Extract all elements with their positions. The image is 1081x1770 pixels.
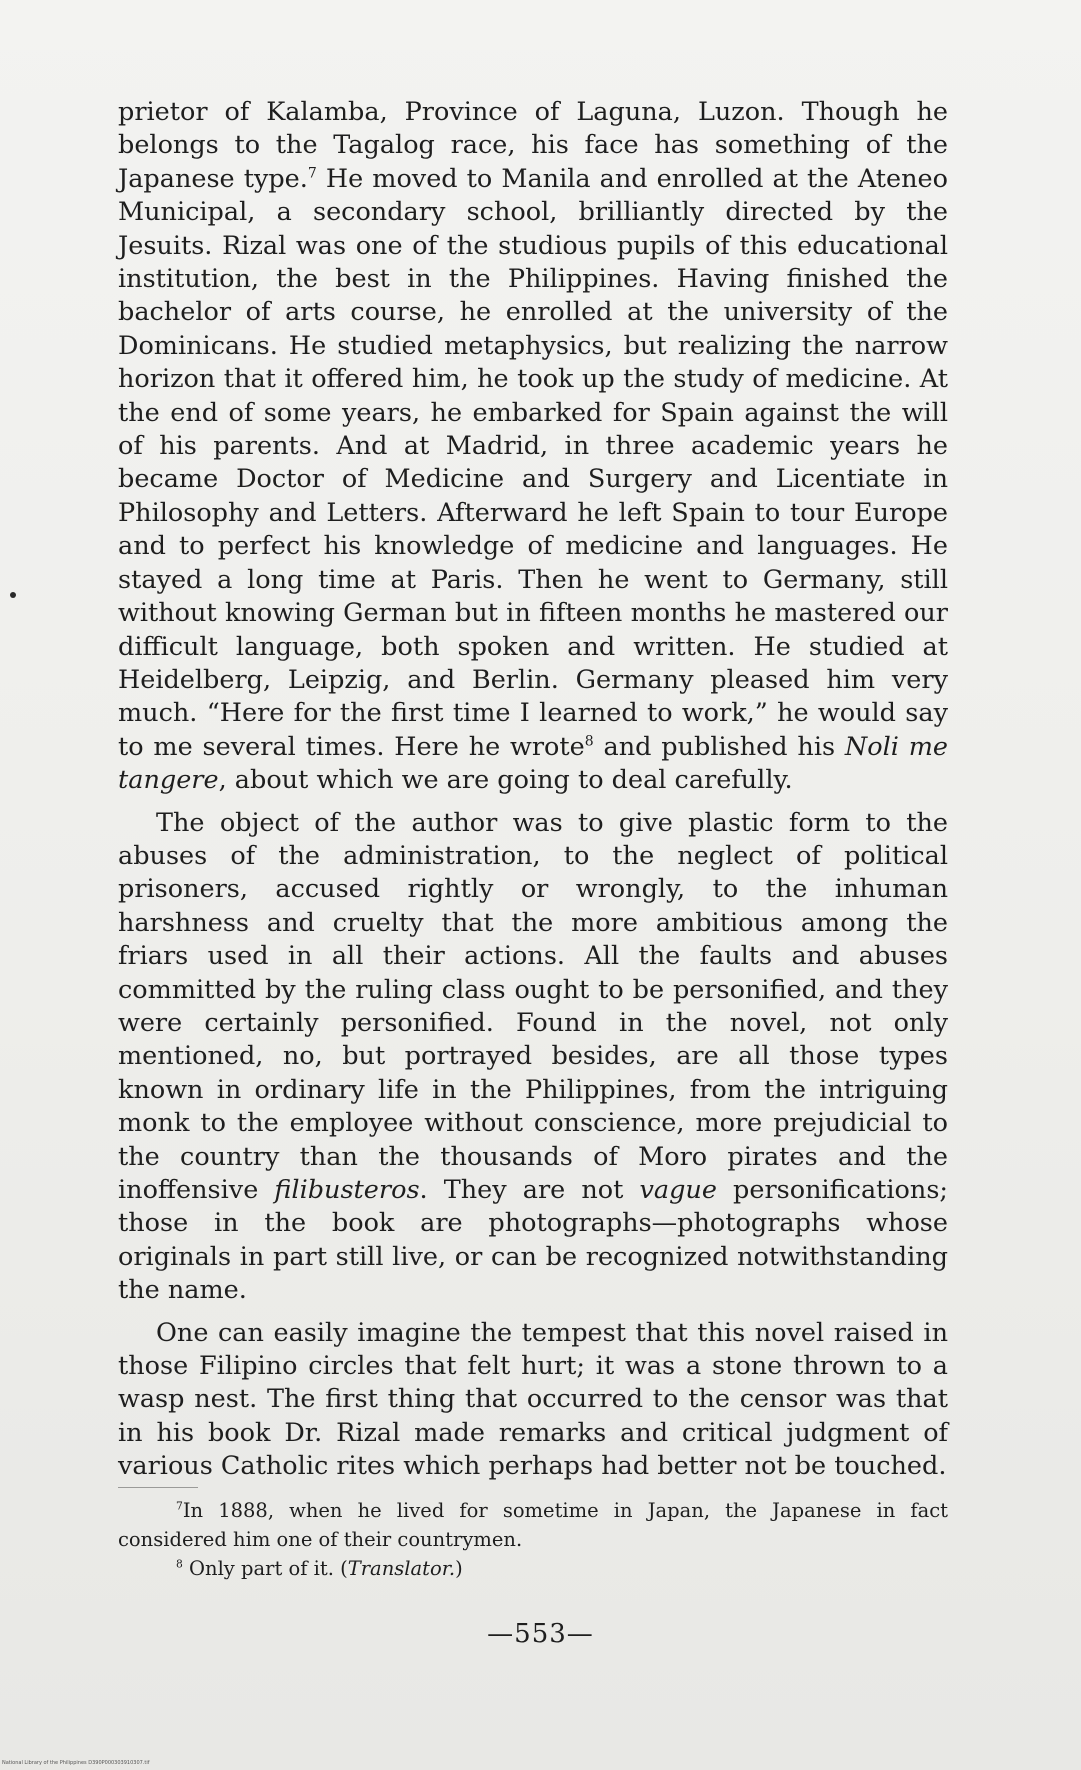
italic-text: filibusteros: [274, 1175, 420, 1205]
text-run: and published his: [593, 731, 845, 762]
footnotes: [118, 1496, 948, 1583]
italic-text: Noli me tangere: [118, 731, 948, 796]
italic-text: vague: [639, 1175, 717, 1205]
footnote-marker: 8: [584, 733, 594, 750]
text-run: , about which we are going to deal carefully.: [218, 765, 793, 796]
text-run: Only part of it. (: [182, 1557, 348, 1580]
stray-ink-dot: [10, 592, 16, 598]
footnote-8: [118, 1554, 948, 1583]
page-number: —553—: [487, 1619, 594, 1649]
italic-text: Translator.: [347, 1557, 456, 1580]
scan-credit: National Library of the Philippines D390P000303910307.tif: [2, 1760, 150, 1766]
footnote-marker: 7: [176, 1499, 183, 1513]
text-run: One can easily imagine the tempest that this novel raised in those Filipino circles that felt hurt; it was a stone thrown to a wasp nest. The first thing that occurred to the censor was that in his book Dr. Rizal made remarks and critical judgment of various Catholic rites which perhaps had better not be touched.: [118, 1317, 948, 1482]
body-text: [118, 96, 948, 1484]
text-run: The object of the author was to give plastic form to the abuses of the administration, to the neglect of political prisoners, accused rightly or wrongly, to the inhuman harshness and cruelty that the more ambitious among the friars used in all their actions. All the faults and abuses committed by the ruling class ought to be personified, and they were certainly personified. Found in the novel, not only mentioned, no, but portrayed besides, are all those types known in ordinary life in the Philippines, from the intriguing monk to the employee without conscience, more prejudicial to the country than the thousands of Moro pirates and the inoffensive: [118, 807, 948, 1205]
paragraph-1: [118, 96, 948, 798]
footnote-separator: [118, 1487, 198, 1488]
paragraph-2: [118, 807, 948, 1308]
footnote-marker: 7: [307, 165, 317, 182]
text-run: In 1888, when he lived for sometime in Japan, the Japanese in fact considered him one of their countrymen.: [118, 1499, 948, 1551]
paragraph-3: [118, 1317, 948, 1484]
text-run: personifications; those in the book are photographs—photographs whose originals in part still live, or can be recognized notwithstanding the name.: [118, 1175, 949, 1306]
text-run: prietor of Kalamba, Province of Laguna, Luzon. Though he belongs to the Tagalog race, his face has something of the Japanese type.: [118, 97, 948, 194]
text-run: He moved to Manila and enrolled at the Ateneo Municipal, a secondary school, brilliantly directed by the Jesuits. Rizal was one of the studious pupils of this educational institution, the best in the Philippines. Having finished the bachelor of arts course, he enrolled at the university of the Dominicans. He studied metaphysics, but realizing the narrow horizon that it offered him, he took up the study of medicine. At the end of some years, he embarked for Spain against the will of his parents. And at Madrid, in three academic years he became Doctor of Medicine and Surgery and Licentiate in Philosophy and Letters. Afterward he left Spain to tour Europe and to perfect his knowledge of medicine and languages. He stayed a long time at Paris. Then he went to Germany, still without knowing German but in fifteen months he mastered our difficult language, both spoken and written. He studied at Heidelberg, Leipzig, and Berlin. Germany pleased him very much. “Here for the first time I learned to work,” he would say to me several times. Here he wrote: [118, 163, 949, 762]
text-run: . They are not: [419, 1175, 640, 1205]
footnote-7: [118, 1496, 948, 1554]
footnote-marker: 8: [176, 1557, 183, 1571]
text-run: ): [455, 1557, 463, 1580]
